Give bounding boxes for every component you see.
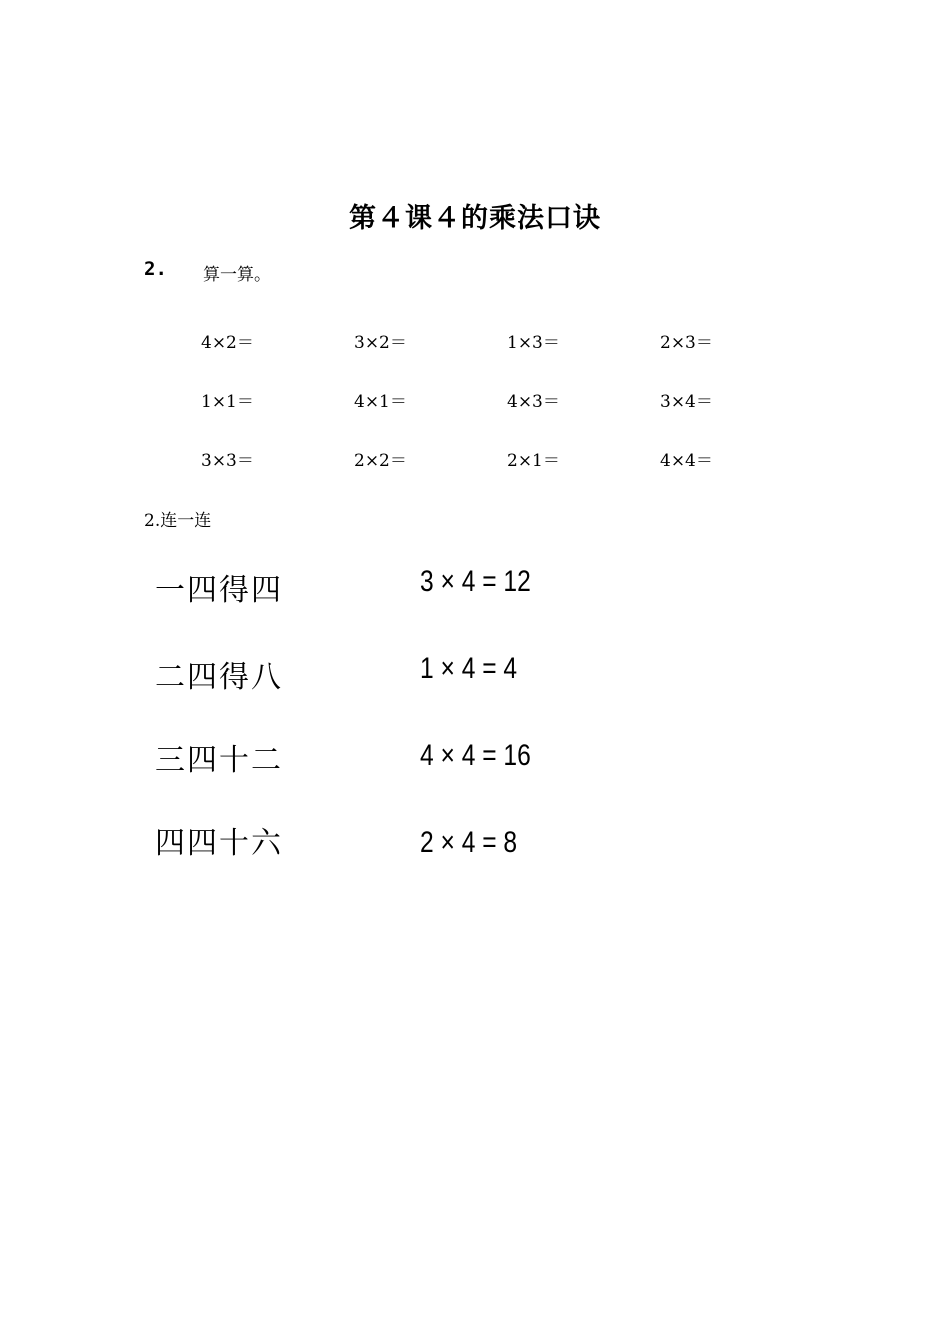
question-1-number: 2. [144,258,167,280]
calculation-item: 2×2＝ [354,451,407,471]
calculation-row [201,328,821,387]
calculation-item: 3×4＝ [660,392,713,412]
question-1-header [144,258,544,284]
calculation-row [201,446,821,505]
calculation-item: 4×4＝ [660,451,713,471]
calculation-item: 1×3＝ [507,333,560,353]
equation-item: 4 × 4 = 16 [420,739,531,772]
calculation-item: 2×3＝ [660,333,713,353]
question-1-instruction: 算一算。 [203,265,271,285]
calculation-item: 4×2＝ [201,333,254,353]
multiplication-rhyme-item: 二四得八 [155,660,283,695]
equation-item: 3 × 4 = 12 [420,565,531,598]
page-title: 第４课４的乘法口诀 [349,203,601,234]
calculation-item: 1×1＝ [201,392,254,412]
calculation-item: 2×1＝ [507,451,560,471]
question-2-header: 2.连一连 [144,511,212,531]
calculation-grid [201,328,821,505]
calculation-item: 3×2＝ [354,333,407,353]
calculation-item: 3×3＝ [201,451,254,471]
equation-item: 2 × 4 = 8 [420,826,518,859]
multiplication-rhyme-item: 一四得四 [155,573,283,608]
calculation-row [201,387,821,446]
multiplication-rhyme-item: 四四十六 [155,826,283,861]
calculation-item: 4×1＝ [354,392,407,412]
calculation-item: 4×3＝ [507,392,560,412]
equation-item: 1 × 4 = 4 [420,652,518,685]
multiplication-rhyme-item: 三四十二 [155,743,283,778]
